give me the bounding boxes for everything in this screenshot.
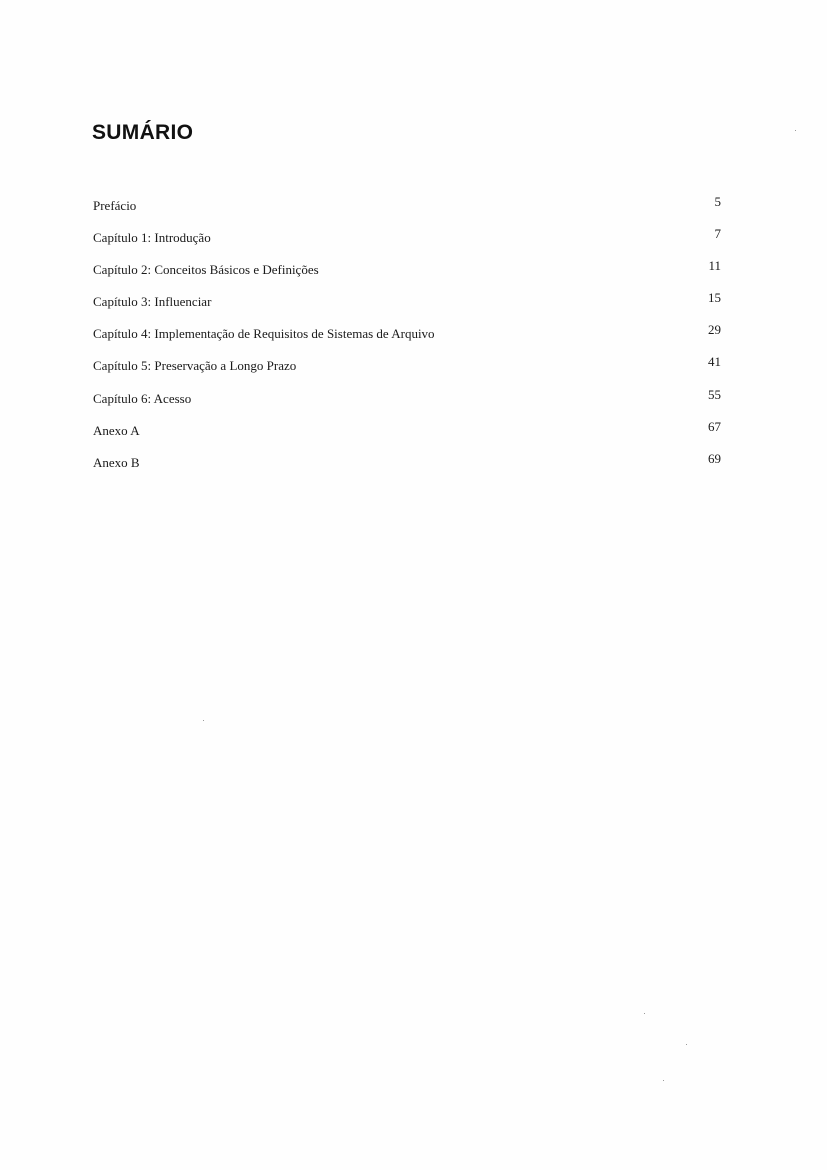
page-title: SUMÁRIO	[92, 121, 194, 144]
toc-entry-page: 15	[708, 290, 721, 306]
toc-entry-page: 11	[708, 258, 721, 274]
scan-speck	[644, 1013, 645, 1014]
toc-entry-page: 69	[708, 450, 721, 466]
toc-entry	[93, 322, 721, 354]
scan-speck	[203, 720, 204, 721]
toc-entry	[93, 354, 721, 386]
scan-speck	[663, 1080, 664, 1081]
toc-entry-label: Prefácio	[93, 198, 137, 213]
toc-entry-page: 5	[714, 194, 721, 209]
toc-entry	[93, 387, 721, 419]
toc-entry-label: Capítulo 1: Introdução	[93, 230, 211, 246]
toc-entry-page: 29	[708, 322, 721, 338]
toc-entry	[93, 226, 721, 258]
toc-entry-label: Capítulo 3: Influenciar	[93, 294, 212, 310]
toc-entry-label: Capítulo 2: Conceitos Básicos e Definições	[93, 262, 319, 278]
table-of-contents	[93, 194, 721, 483]
toc-entry-page: 55	[708, 386, 721, 402]
toc-entry-page: 41	[708, 354, 721, 370]
scan-speck	[795, 130, 796, 131]
toc-entry-label: Anexo A	[93, 422, 140, 438]
toc-entry	[93, 451, 721, 483]
toc-entry-page: 67	[708, 418, 721, 434]
toc-entry-page: 7	[714, 226, 721, 242]
toc-entry	[93, 290, 721, 322]
toc-entry	[93, 419, 721, 451]
toc-entry-label: Capítulo 5: Preservação a Longo Prazo	[93, 358, 297, 374]
toc-entry-label: Capítulo 4: Implementação de Requisitos de Sistemas de Arquivo	[93, 326, 435, 342]
toc-entry-label: Anexo B	[93, 454, 140, 470]
toc-entry	[93, 194, 721, 226]
toc-entry-label: Capítulo 6: Acesso	[93, 390, 192, 406]
scan-speck	[686, 1044, 687, 1045]
toc-entry	[93, 258, 721, 290]
